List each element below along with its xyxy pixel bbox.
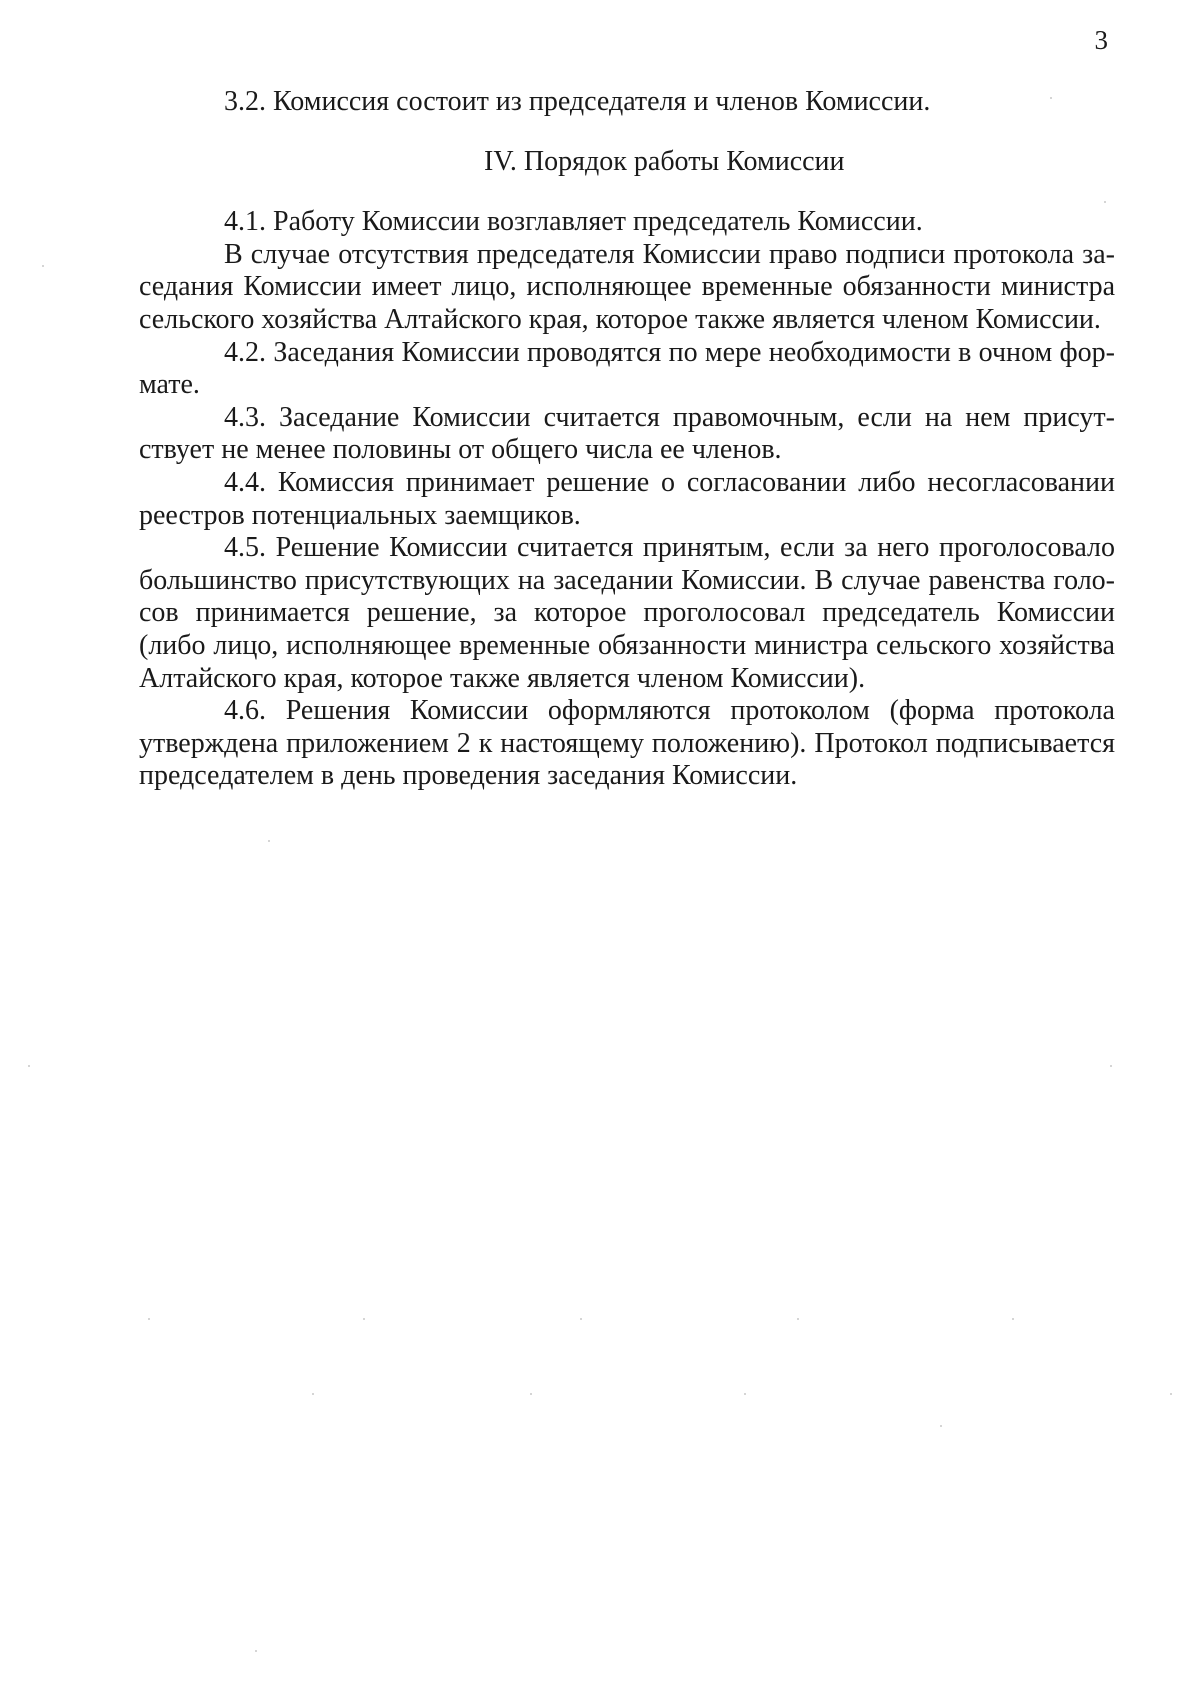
scan-speck bbox=[530, 1393, 532, 1395]
scan-speck bbox=[797, 1318, 799, 1320]
clause-4-6: 4.6. Решения Комиссии оформляются протоколом (форма протокола утверждена приложением 2 к настоящему положению). Протокол подписывается председателем в день проведения заседания Комиссии. bbox=[139, 695, 1115, 792]
scan-speck bbox=[1050, 97, 1052, 99]
scan-speck bbox=[148, 1318, 150, 1320]
clause-4-4: 4.4. Комиссия принимает решение о согласовании либо несогласовании реестров потенциальных заемщиков. bbox=[139, 466, 1115, 531]
clause-3-2: 3.2. Комиссия состоит из председателя и членов Комиссии. bbox=[224, 86, 931, 117]
document-body bbox=[139, 86, 1115, 793]
scan-speck bbox=[1012, 1318, 1014, 1320]
scan-speck bbox=[363, 1318, 365, 1320]
page-number: 3 bbox=[1094, 25, 1108, 55]
scan-speck bbox=[312, 1393, 314, 1395]
scan-speck bbox=[580, 1318, 582, 1320]
clause-4-3: 4.3. Заседание Комиссии считается правомочным, если на нем присутствует не менее половины от общего числа ее членов. bbox=[139, 401, 1115, 466]
scan-speck bbox=[1104, 201, 1106, 203]
scan-speck bbox=[28, 1065, 30, 1067]
clause-4-5: 4.5. Решение Комиссии считается принятым, если за него проголосовало большинство присутствующих на заседании Комиссии. В случае равенства голосов принимается решение, за которое проголосовал председатель Комиссии (либо лицо, исполняющее временные обязанности министра сельского хозяйства Алтайского края, которое также является членом Комиссии). bbox=[139, 532, 1115, 694]
scan-speck bbox=[42, 265, 44, 267]
scan-speck bbox=[255, 1650, 257, 1652]
scan-speck bbox=[1110, 1065, 1112, 1067]
scan-speck bbox=[744, 1393, 746, 1395]
section-heading: IV. Порядок работы Комиссии bbox=[484, 145, 845, 177]
clause-4-1: 4.1. Работу Комиссии возглавляет председатель Комиссии. bbox=[224, 206, 923, 238]
clause-4-1-note: В случае отсутствия председателя Комиссии право подписи протокола заседания Комиссии имеет лицо, исполняющее временные обязанности министра сельского хозяйства Алтайского края, которое также является членом Комиссии. bbox=[139, 238, 1115, 335]
scan-speck bbox=[1170, 1393, 1172, 1395]
scan-speck bbox=[940, 1425, 942, 1427]
scan-speck bbox=[268, 840, 270, 842]
clause-4-2: 4.2. Заседания Комиссии проводятся по мере необходимости в очном формате. bbox=[139, 336, 1115, 401]
